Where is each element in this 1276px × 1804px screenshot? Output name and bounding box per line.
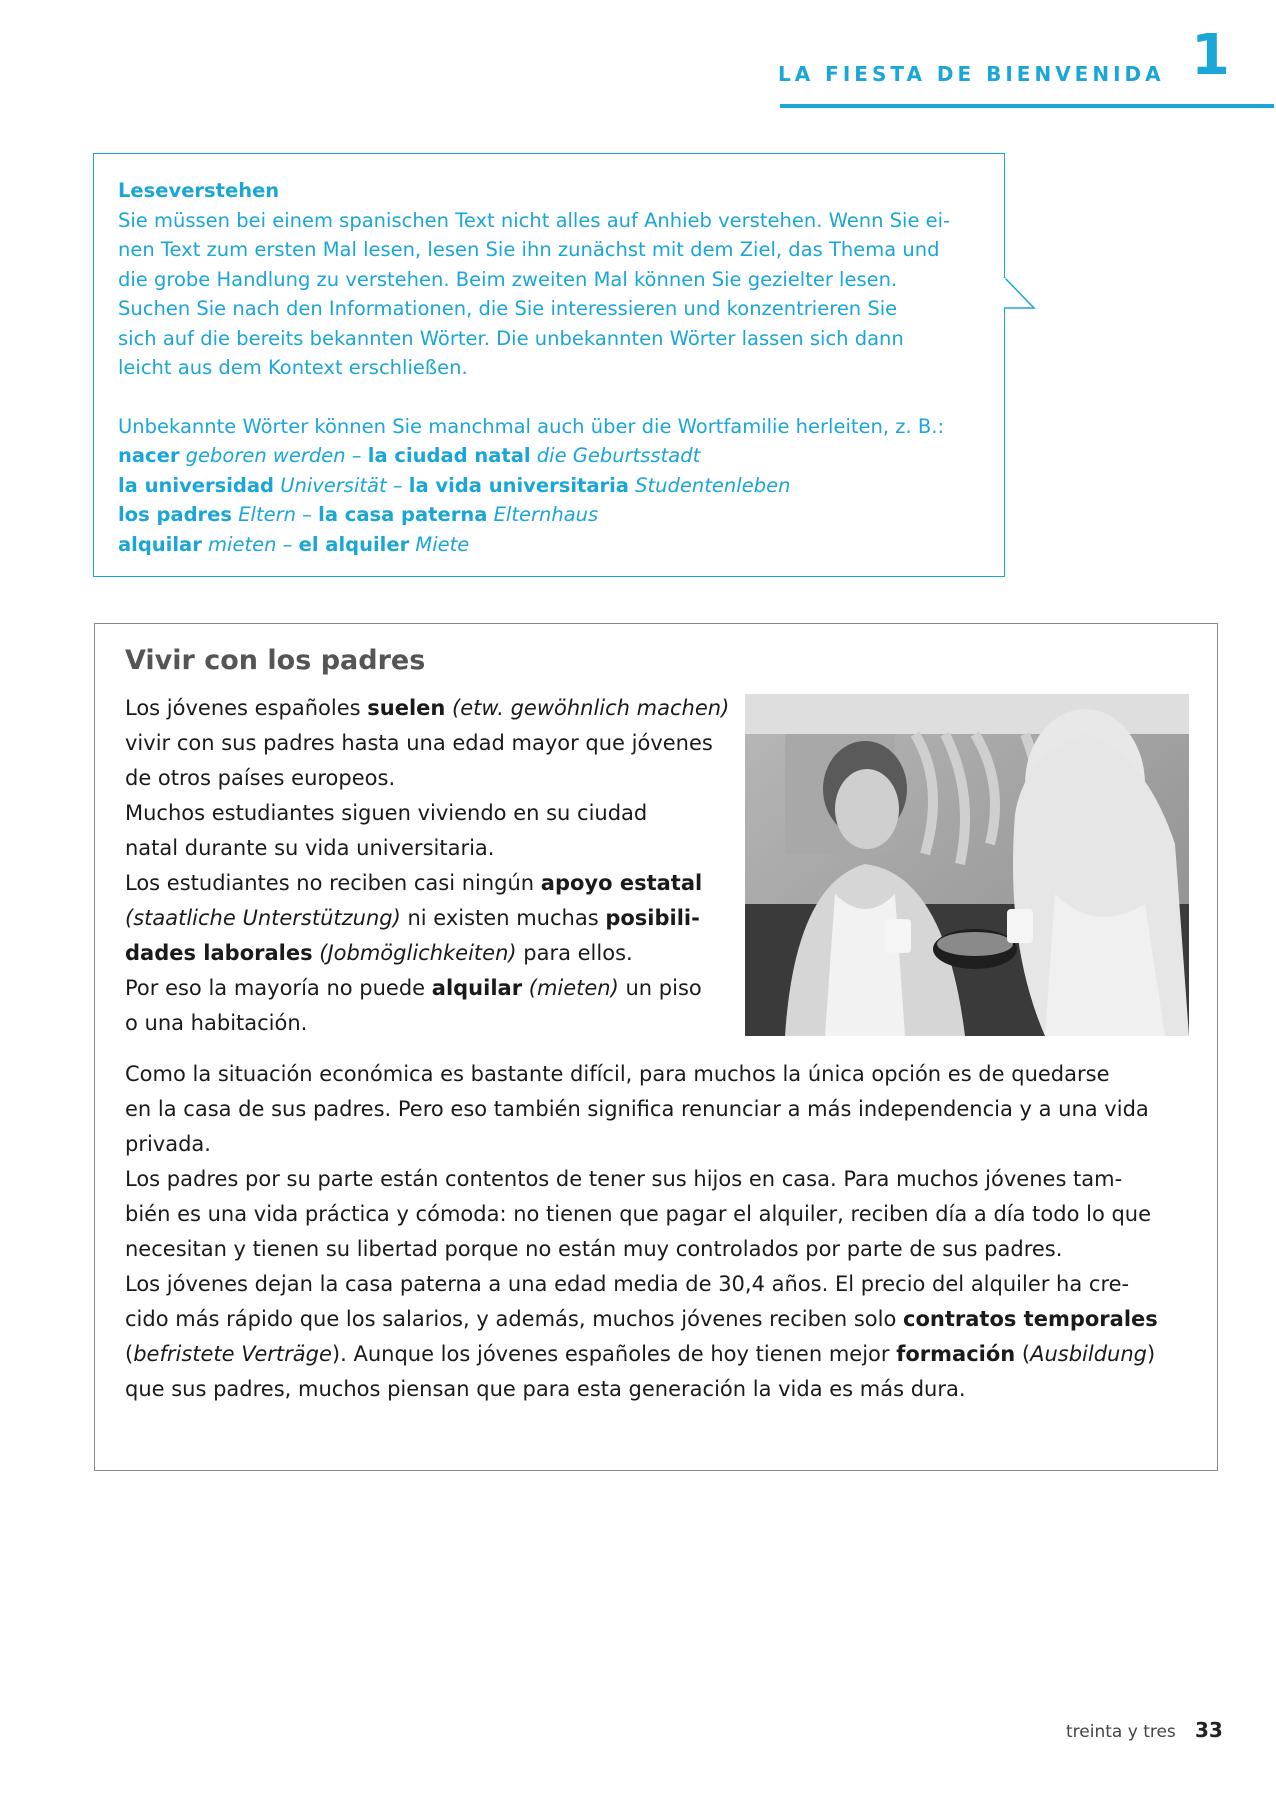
word-family-line: alquilar mieten – el alquiler Miete [118, 532, 470, 556]
word: la vida universitaria [408, 473, 629, 497]
text-line: Por eso la mayoría no puede alquilar (mieten) un piso [125, 976, 702, 1000]
text-line: en la casa de sus padres. Pero eso también significa renunciar a más independencia y a una vida [125, 1097, 1149, 1121]
page-number-words: treinta y tres [1066, 1722, 1176, 1742]
text-line: cido más rápido que los salarios, y además, muchos jóvenes reciben solo contratos temporales [125, 1307, 1158, 1331]
word: los padres [118, 503, 233, 526]
text-line: Los padres por su parte están contentos de tener sus hijos en casa. Para muchos jóvenes tam- [125, 1167, 1123, 1191]
translation: geboren werden [185, 444, 346, 467]
text-line: o una habitación. [125, 1011, 308, 1035]
page-number: 33 [1195, 1718, 1223, 1742]
text-line: Los estudiantes no reciben casi ningún apoyo estatal [125, 871, 703, 895]
article-body [125, 1057, 1158, 1407]
text-line: Los jóvenes dejan la casa paterna a una edad media de 30,4 años. El precio del alquiler ha cre- [125, 1272, 1130, 1296]
text-line: Muchos estudiantes siguen viviendo en su ciudad [125, 801, 648, 825]
translation: die Geburtsstadt [536, 444, 701, 467]
text-line: bién es una vida práctica y cómoda: no tienen que pagar el alquiler, reciben día a día todo lo que [125, 1202, 1152, 1226]
word: el alquiler [298, 532, 410, 556]
translation: Universität [280, 473, 387, 497]
tip-heading: Leseverstehen [118, 179, 280, 202]
word-family-line: nacer geboren werden – la ciudad natal die Geburtsstadt [118, 444, 701, 467]
text-line: (staatliche Unterstützung) ni existen muchas posibili- [125, 906, 700, 930]
text-line: necesitan y tienen su libertad porque no están muy controlados por parte de sus padres. [125, 1237, 1063, 1261]
word: nacer [118, 444, 180, 467]
tip-paragraph-line: nen Text zum ersten Mal lesen, lesen Sie ihn zunächst mit dem Ziel, das Thema und [118, 238, 940, 261]
tip-box [93, 153, 1005, 577]
translation: Eltern [238, 503, 296, 526]
article-title: Vivir con los padres [125, 645, 426, 676]
chapter-number: 1 [1191, 23, 1230, 88]
article-photo [745, 694, 1189, 1036]
text-line: de otros países europeos. [125, 766, 396, 790]
text-line: Los jóvenes españoles suelen (etw. gewöhnlich machen) [125, 696, 730, 720]
translation: Studentenleben [635, 473, 791, 497]
text-line: vivir con sus padres hasta una edad mayor que jóvenes [125, 731, 713, 755]
text-line: (befristete Verträge). Aunque los jóvenes españoles de hoy tienen mejor formación (Ausbildung) [125, 1342, 1156, 1366]
text-line: natal durante su vida universitaria. [125, 836, 495, 860]
speech-pointer-icon [1003, 276, 1039, 310]
word: alquilar [118, 532, 202, 556]
tip-paragraph-line: sich auf die bereits bekannten Wörter. Die unbekannten Wörter lassen sich dann [118, 326, 904, 350]
text-line: que sus padres, muchos piensan que para esta generación la vida es más dura. [125, 1377, 966, 1401]
tip-paragraph-line: Suchen Sie nach den Informationen, die Sie interessieren und konzentrieren Sie [118, 297, 898, 320]
tip-paragraph-line: Sie müssen bei einem spanischen Text nicht alles auf Anhieb verstehen. Wenn Sie ei- [118, 208, 951, 232]
mother-daughter-photo-icon [745, 694, 1189, 1036]
word: la casa paterna [318, 503, 488, 526]
text-line: dades laborales (Jobmöglichkeiten) para ellos. [125, 941, 633, 965]
word: la ciudad natal [367, 444, 531, 467]
text-line: Como la situación económica es bastante difícil, para muchos la única opción es de quedarse [125, 1062, 1110, 1086]
text-line: privada. [125, 1132, 211, 1156]
word-family-line: los padres Eltern – la casa paterna Elternhaus [118, 503, 599, 526]
chapter-title: LA FIESTA DE BIENVENIDA [778, 62, 1165, 86]
word: la universidad [118, 473, 274, 497]
header-rule [780, 104, 1274, 108]
translation: mieten [208, 532, 277, 556]
article-intro [125, 691, 729, 1041]
translation: Elternhaus [493, 503, 599, 526]
word-family-line: la universidad Universität – la vida universitaria Studentenleben [118, 473, 791, 497]
tip-paragraph-line: leicht aus dem Kontext erschließen. [118, 356, 468, 379]
tip-paragraph-line: die grobe Handlung zu verstehen. Beim zweiten Mal können Sie gezielter lesen. [118, 267, 898, 291]
tip-word-family-intro: Unbekannte Wörter können Sie manchmal auch über die Wortfamilie herleiten, z. B.: [118, 414, 945, 438]
translation: Miete [415, 532, 470, 556]
